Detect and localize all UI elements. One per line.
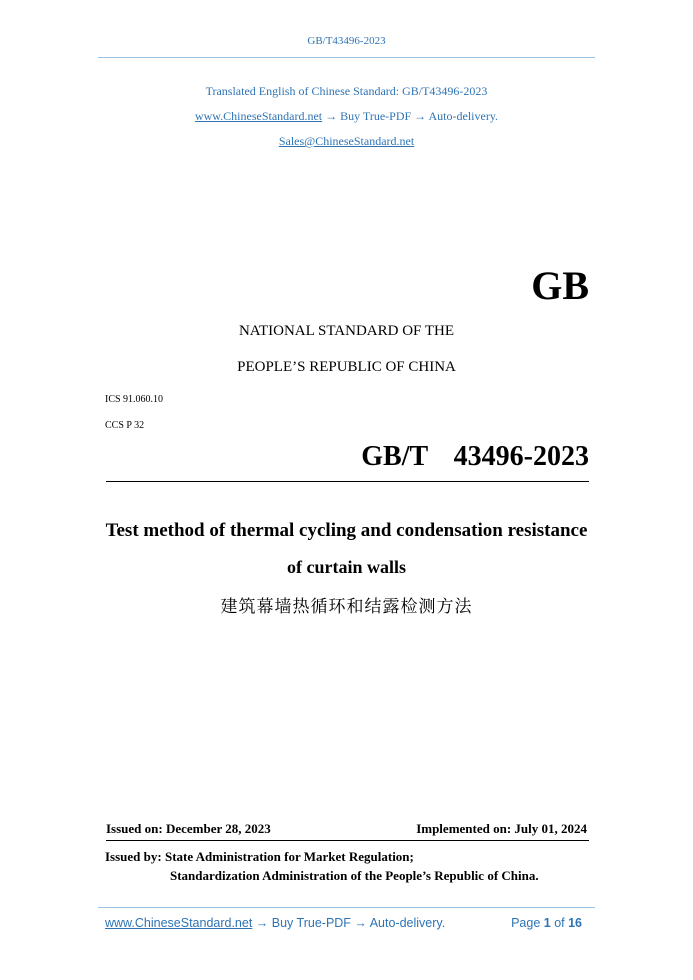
- page-of: of: [550, 916, 569, 930]
- document-title-chinese: 建筑幕墙热循环和结露检测方法: [220, 597, 473, 617]
- issued-on-date: Issued on: December 28, 2023: [106, 821, 271, 836]
- national-standard-line-1: NATIONAL STANDARD OF THE: [238, 323, 455, 339]
- arrow-icon: →: [322, 109, 341, 123]
- ccs-code: CCS P 32: [105, 420, 145, 431]
- gb-logo-mark: GB: [531, 263, 589, 308]
- page-current: 1: [543, 916, 551, 930]
- dates-divider: [106, 840, 589, 841]
- page-total: 16: [568, 916, 582, 930]
- issuer-line-2: Standardization Administration of the People’s Republic of China.: [170, 868, 539, 883]
- page-indicator: [511, 916, 582, 930]
- ics-code: ICS 91.060.10: [105, 394, 164, 405]
- arrow-icon: →: [411, 109, 429, 123]
- header-divider: [98, 57, 595, 58]
- auto-delivery-text: Auto-delivery.: [428, 109, 499, 123]
- issuer-line-1: Issued by: State Administration for Market Regulation;: [105, 849, 414, 864]
- promo-links-row: [0, 109, 693, 124]
- footer-promo: [105, 916, 445, 930]
- buy-pdf-text: Buy True-PDF: [340, 109, 412, 123]
- footer-promo-text: → Buy True-PDF → Auto-delivery.: [252, 916, 446, 930]
- page-label: Page: [511, 916, 544, 930]
- implemented-on-date: Implemented on: July 01, 2024: [416, 821, 587, 836]
- sales-email-row: [0, 134, 693, 149]
- header-document-code: GB/T43496-2023: [307, 35, 386, 47]
- website-link[interactable]: www.ChineseStandard.net: [194, 109, 323, 123]
- standard-number-rule: [106, 481, 589, 482]
- national-standard-line-2: PEOPLE’S REPUBLIC OF CHINA: [237, 359, 456, 375]
- document-title-line-1: Test method of thermal cycling and condensation resistance: [105, 520, 588, 541]
- document-title-line-2: of curtain walls: [287, 557, 406, 577]
- standard-number: GB/T 43496-2023: [361, 441, 589, 472]
- sales-email-link[interactable]: Sales@ChineseStandard.net: [278, 134, 415, 148]
- footer-website-link[interactable]: www.ChineseStandard.net: [105, 916, 253, 930]
- translation-notice: Translated English of Chinese Standard: GB/T43496-2023: [205, 84, 488, 98]
- footer-divider: [98, 907, 595, 908]
